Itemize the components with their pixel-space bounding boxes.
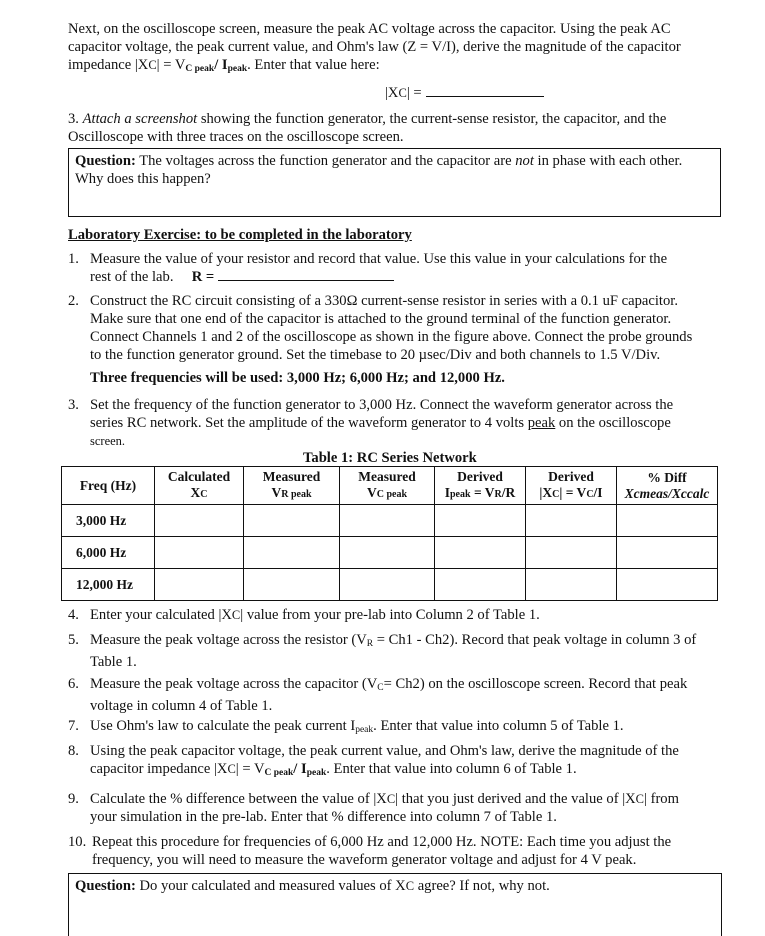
table-row [62,505,718,537]
table-cell[interactable] [435,537,526,569]
table-cell[interactable] [435,569,526,601]
header-measured-vr: Measured VR peak [244,467,340,505]
lab-step-10: 10. Repeat this procedure for frequencies of 6,000 Hz and 12,000 Hz. NOTE: Each time you adjust the frequency, you will need to measure the waveform generator voltage and adjust for 4 V peak. [68,834,672,868]
header-freq: Freq (Hz) [62,467,155,505]
row-freq-3000: 3,000 Hz [62,505,155,537]
table-row [62,569,718,601]
xc-answer-line: |XC| = [385,82,575,102]
table-cell[interactable] [435,505,526,537]
table-cell[interactable] [526,505,617,537]
header-derived-xc: Derived |XC| = VC/I [526,467,617,505]
intro-line-2: capacitor voltage, the peak current value, and Ohm's law (Z = V/I), derive the magnitude of the capacitor [68,39,681,55]
resistor-value-blank[interactable] [218,268,394,281]
table-cell[interactable] [244,505,340,537]
step-3-attach: 3. Attach a screenshot showing the function generator, the current-sense resistor, the capacitor, and the Oscilloscope with three traces on the oscilloscope screen. [68,111,667,145]
lab-step-2: 2. Construct the RC circuit consisting of a 330Ω current-sense resistor in series with a 0.1 uF capacitor. Make sure that one end of the capacitor is attached to the ground terminal of the function generator. Connect Channels 1 and 2 of the oscilloscope as shown in the figure above. Connect the probe grounds to the function generator ground. Set the timebase to 20 µsec/Div and both channels to 1.5 V/Div. Three frequencies will be used: 3,000 Hz; 6,000 Hz; and 12,000 Hz. [68,293,693,386]
table-cell[interactable] [155,569,244,601]
lab-step-4: 4. Enter your calculated |XC| value from your pre-lab into Column 2 of Table 1. [68,607,540,623]
lab-step-3: 3. Set the frequency of the function generator to 3,000 Hz. Connect the waveform generator across the series RC network. Set the amplitude of the waveform generator to 4 volts peak on the oscilloscope screen. [68,397,674,448]
table-title: Table 1: RC Series Network [303,450,477,466]
rc-series-table [61,466,718,601]
lab-exercise-heading: Laboratory Exercise: to be completed in the laboratory [68,227,412,243]
table-row [62,537,718,569]
intro-paragraph [68,20,708,78]
row-freq-12000: 12,000 Hz [62,569,155,601]
table-cell[interactable] [340,569,435,601]
table-cell[interactable] [340,537,435,569]
header-calculated-xc: Calculated XC [155,467,244,505]
table-cell[interactable] [526,537,617,569]
intro-line-1: Next, on the oscilloscope screen, measure the peak AC voltage across the capacitor. Using the peak AC [68,21,671,37]
lab-step-9: 9. Calculate the % difference between the value of |XC| that you just derived and the value of |XC| from your simulation in the pre-lab. Enter that % difference into column 7 of Table 1. [68,791,679,825]
lab-step-6: 6. Measure the peak voltage across the capacitor $(V_C= Ch2)$ on the oscilloscope screen. Record that peak voltage in column 4 of Table 1. [68,676,688,714]
table-cell[interactable] [617,569,718,601]
lab-step-5: 5. Measure the peak voltage across the resistor $(V_R = Ch1 - Ch2)$. Record that peak voltage in column 3 of Table 1. [68,632,697,670]
table-header-row [62,467,718,505]
table-cell[interactable] [244,537,340,569]
table-cell[interactable] [526,569,617,601]
table-cell[interactable] [244,569,340,601]
table-cell[interactable] [617,537,718,569]
lab-step-1: 1. Measure the value of your resistor and record that value. Use this value in your calculations for the rest of the lab. R = [68,251,668,285]
xc-answer-blank[interactable] [426,82,544,97]
header-measured-vc: Measured VC peak [340,467,435,505]
row-freq-6000: 6,000 Hz [62,537,155,569]
lab-step-8: 8. Using the peak capacitor voltage, the peak current value, and Ohm's law, derive the magnitude of the capacitor impedance $|XC| = V_{C peak}/$ $I_{peak}$. Enter that value into column 6 of Table 1. [68,743,679,778]
table-cell[interactable] [155,505,244,537]
intro-line-3: impedance $|XC| = V_{C peak}/$ $I_{peak}$. Enter that value here: [68,57,380,74]
question-box-phase[interactable]: Question: The voltages across the function generator and the capacitor are not in phase with each other. Why does this happen? [68,148,721,217]
question-box-agreement[interactable]: Question: Do your calculated and measured values of XC agree? If not, why not. [68,873,722,936]
header-percent-diff: % Diff Xcmeas/Xccalc [617,467,718,505]
lab-step-7: 7. Use Ohm's law to calculate the peak current $I_{peak}$. Enter that value into column 5 of Table 1. [68,718,624,735]
header-derived-ipeak: Derived Ipeak = VR/R [435,467,526,505]
table-cell[interactable] [340,505,435,537]
table-cell[interactable] [155,537,244,569]
table-cell[interactable] [617,505,718,537]
